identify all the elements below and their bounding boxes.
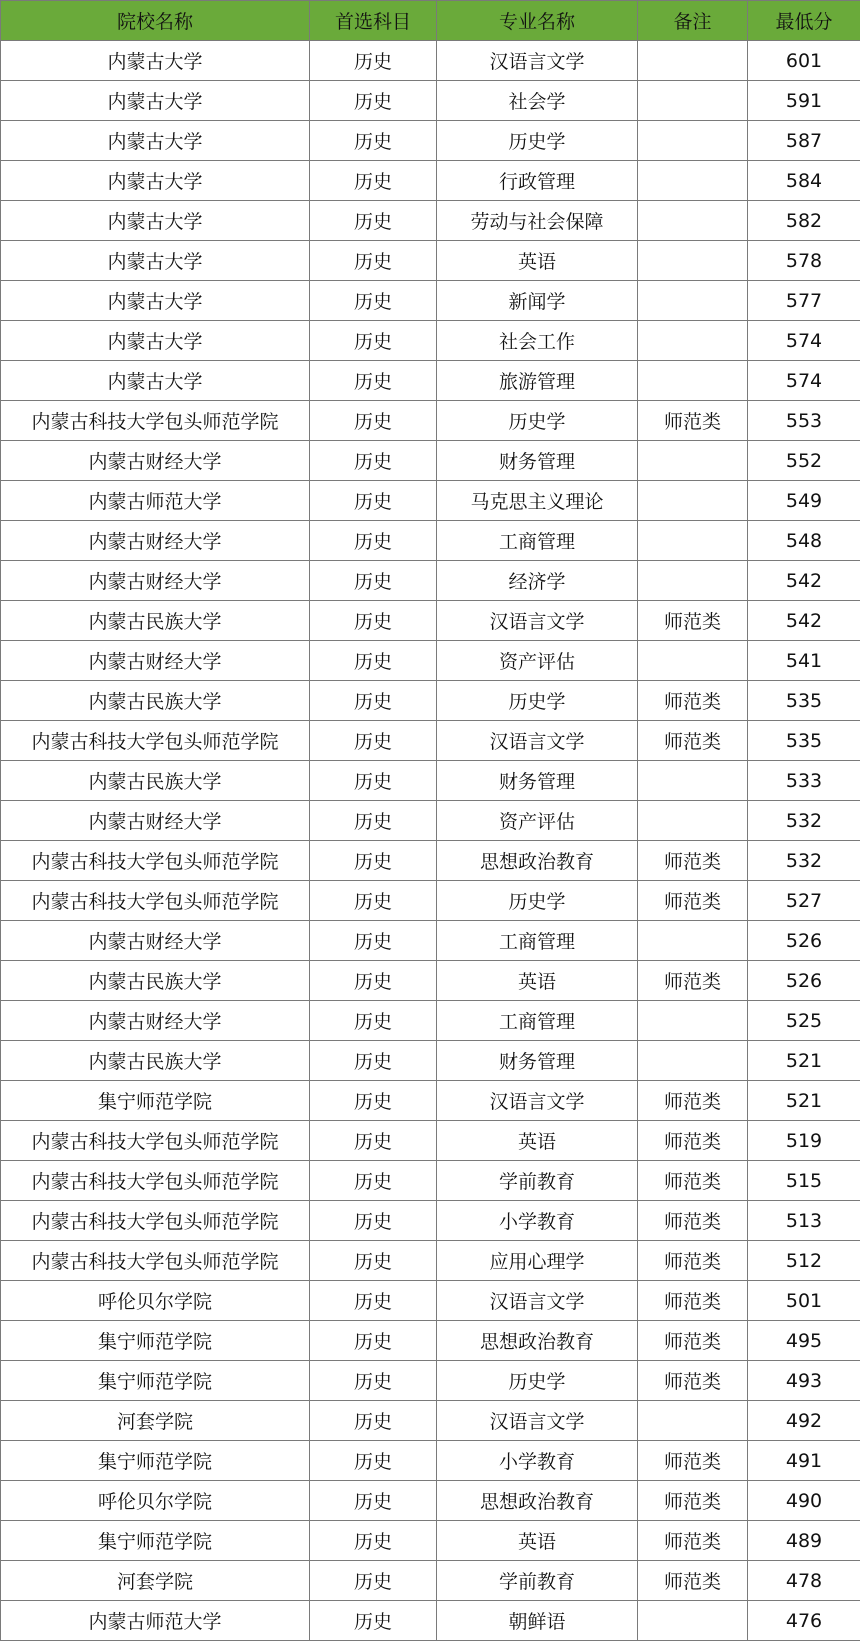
cell-major-name: 思想政治教育 (437, 1481, 638, 1521)
header-row (1, 1, 860, 41)
cell-min-score: 519 (748, 1121, 860, 1161)
cell-min-score: 542 (748, 601, 860, 641)
cell-note (638, 561, 748, 601)
table-row (1, 881, 860, 921)
cell-preferred-subject: 历史 (310, 1041, 437, 1081)
cell-school-name: 内蒙古大学 (1, 161, 310, 201)
cell-min-score: 591 (748, 81, 860, 121)
cell-note: 师范类 (638, 1561, 748, 1601)
cell-school-name: 内蒙古大学 (1, 81, 310, 121)
table-row (1, 601, 860, 641)
cell-major-name: 汉语言文学 (437, 601, 638, 641)
cell-min-score: 492 (748, 1401, 860, 1441)
cell-preferred-subject: 历史 (310, 1161, 437, 1201)
cell-note (638, 201, 748, 241)
cell-preferred-subject: 历史 (310, 1401, 437, 1441)
cell-preferred-subject: 历史 (310, 81, 437, 121)
table-row (1, 1401, 860, 1441)
cell-major-name: 朝鲜语 (437, 1601, 638, 1641)
cell-major-name: 社会学 (437, 81, 638, 121)
table-row (1, 481, 860, 521)
cell-school-name: 河套学院 (1, 1561, 310, 1601)
cell-school-name: 集宁师范学院 (1, 1321, 310, 1361)
cell-preferred-subject: 历史 (310, 1321, 437, 1361)
table-row (1, 1001, 860, 1041)
cell-note: 师范类 (638, 1481, 748, 1521)
cell-note (638, 1041, 748, 1081)
cell-preferred-subject: 历史 (310, 161, 437, 201)
cell-preferred-subject: 历史 (310, 641, 437, 681)
cell-note (638, 361, 748, 401)
header-min-score: 最低分 (748, 1, 860, 41)
cell-min-score: 532 (748, 841, 860, 881)
cell-preferred-subject: 历史 (310, 1361, 437, 1401)
cell-major-name: 汉语言文学 (437, 1281, 638, 1321)
cell-school-name: 集宁师范学院 (1, 1441, 310, 1481)
cell-major-name: 资产评估 (437, 801, 638, 841)
cell-major-name: 应用心理学 (437, 1241, 638, 1281)
cell-major-name: 汉语言文学 (437, 1401, 638, 1441)
cell-major-name: 历史学 (437, 681, 638, 721)
cell-note (638, 481, 748, 521)
table-row (1, 1241, 860, 1281)
cell-school-name: 内蒙古师范大学 (1, 481, 310, 521)
cell-major-name: 历史学 (437, 121, 638, 161)
cell-min-score: 501 (748, 1281, 860, 1321)
table-row (1, 1201, 860, 1241)
cell-preferred-subject: 历史 (310, 441, 437, 481)
cell-min-score: 584 (748, 161, 860, 201)
cell-note (638, 281, 748, 321)
table-row (1, 921, 860, 961)
cell-major-name: 工商管理 (437, 921, 638, 961)
cell-note (638, 641, 748, 681)
cell-preferred-subject: 历史 (310, 1441, 437, 1481)
cell-school-name: 内蒙古财经大学 (1, 521, 310, 561)
cell-note: 师范类 (638, 721, 748, 761)
cell-preferred-subject: 历史 (310, 321, 437, 361)
cell-note: 师范类 (638, 601, 748, 641)
cell-major-name: 学前教育 (437, 1561, 638, 1601)
table-row (1, 561, 860, 601)
cell-school-name: 内蒙古大学 (1, 121, 310, 161)
cell-min-score: 578 (748, 241, 860, 281)
table-row (1, 1281, 860, 1321)
cell-min-score: 512 (748, 1241, 860, 1281)
cell-preferred-subject: 历史 (310, 1481, 437, 1521)
table-row (1, 1561, 860, 1601)
cell-min-score: 574 (748, 361, 860, 401)
cell-note (638, 761, 748, 801)
cell-note: 师范类 (638, 681, 748, 721)
cell-min-score: 574 (748, 321, 860, 361)
table-row (1, 681, 860, 721)
table-row (1, 441, 860, 481)
cell-preferred-subject: 历史 (310, 681, 437, 721)
cell-min-score: 526 (748, 961, 860, 1001)
cell-school-name: 内蒙古民族大学 (1, 1041, 310, 1081)
cell-major-name: 英语 (437, 1521, 638, 1561)
cell-note: 师范类 (638, 1121, 748, 1161)
table-row (1, 641, 860, 681)
cell-note: 师范类 (638, 1241, 748, 1281)
cell-note: 师范类 (638, 961, 748, 1001)
cell-school-name: 内蒙古财经大学 (1, 921, 310, 961)
cell-preferred-subject: 历史 (310, 201, 437, 241)
cell-min-score: 513 (748, 1201, 860, 1241)
table-row (1, 281, 860, 321)
cell-min-score: 478 (748, 1561, 860, 1601)
cell-preferred-subject: 历史 (310, 841, 437, 881)
cell-school-name: 内蒙古科技大学包头师范学院 (1, 841, 310, 881)
cell-school-name: 内蒙古大学 (1, 41, 310, 81)
cell-preferred-subject: 历史 (310, 1561, 437, 1601)
table-row (1, 41, 860, 81)
cell-min-score: 476 (748, 1601, 860, 1641)
cell-school-name: 内蒙古大学 (1, 321, 310, 361)
cell-note (638, 241, 748, 281)
cell-major-name: 小学教育 (437, 1441, 638, 1481)
cell-major-name: 财务管理 (437, 761, 638, 801)
cell-school-name: 内蒙古民族大学 (1, 761, 310, 801)
cell-school-name: 内蒙古科技大学包头师范学院 (1, 401, 310, 441)
cell-note: 师范类 (638, 1281, 748, 1321)
cell-major-name: 新闻学 (437, 281, 638, 321)
cell-min-score: 548 (748, 521, 860, 561)
cell-preferred-subject: 历史 (310, 1201, 437, 1241)
cell-note: 师范类 (638, 1321, 748, 1361)
table-row (1, 1521, 860, 1561)
cell-major-name: 思想政治教育 (437, 841, 638, 881)
cell-note (638, 921, 748, 961)
cell-school-name: 内蒙古财经大学 (1, 641, 310, 681)
cell-major-name: 经济学 (437, 561, 638, 601)
cell-note (638, 121, 748, 161)
cell-note: 师范类 (638, 401, 748, 441)
cell-major-name: 历史学 (437, 881, 638, 921)
header-school-name: 院校名称 (1, 1, 310, 41)
cell-preferred-subject: 历史 (310, 921, 437, 961)
cell-note (638, 81, 748, 121)
cell-major-name: 资产评估 (437, 641, 638, 681)
cell-preferred-subject: 历史 (310, 561, 437, 601)
table-row (1, 961, 860, 1001)
cell-school-name: 内蒙古财经大学 (1, 561, 310, 601)
cell-min-score: 489 (748, 1521, 860, 1561)
cell-school-name: 内蒙古科技大学包头师范学院 (1, 1161, 310, 1201)
cell-min-score: 601 (748, 41, 860, 81)
cell-note: 师范类 (638, 1201, 748, 1241)
cell-school-name: 内蒙古财经大学 (1, 1001, 310, 1041)
header-preferred-subject: 首选科目 (310, 1, 437, 41)
cell-preferred-subject: 历史 (310, 1281, 437, 1321)
table-header (1, 1, 860, 41)
cell-school-name: 内蒙古大学 (1, 281, 310, 321)
cell-note (638, 1401, 748, 1441)
table-row (1, 1321, 860, 1361)
cell-major-name: 汉语言文学 (437, 1081, 638, 1121)
cell-school-name: 内蒙古财经大学 (1, 801, 310, 841)
table-row (1, 1601, 860, 1641)
cell-note (638, 801, 748, 841)
cell-school-name: 内蒙古科技大学包头师范学院 (1, 1201, 310, 1241)
cell-major-name: 劳动与社会保障 (437, 201, 638, 241)
cell-school-name: 内蒙古大学 (1, 241, 310, 281)
cell-min-score: 493 (748, 1361, 860, 1401)
cell-min-score: 577 (748, 281, 860, 321)
cell-major-name: 学前教育 (437, 1161, 638, 1201)
cell-school-name: 河套学院 (1, 1401, 310, 1441)
cell-note: 师范类 (638, 1521, 748, 1561)
cell-major-name: 英语 (437, 1121, 638, 1161)
cell-major-name: 汉语言文学 (437, 721, 638, 761)
cell-preferred-subject: 历史 (310, 1121, 437, 1161)
cell-note: 师范类 (638, 841, 748, 881)
cell-major-name: 旅游管理 (437, 361, 638, 401)
cell-major-name: 马克思主义理论 (437, 481, 638, 521)
table-row (1, 1481, 860, 1521)
table-row (1, 201, 860, 241)
cell-school-name: 内蒙古科技大学包头师范学院 (1, 1121, 310, 1161)
cell-min-score: 549 (748, 481, 860, 521)
cell-note (638, 41, 748, 81)
table-row (1, 241, 860, 281)
cell-preferred-subject: 历史 (310, 121, 437, 161)
cell-major-name: 行政管理 (437, 161, 638, 201)
cell-min-score: 526 (748, 921, 860, 961)
cell-school-name: 内蒙古科技大学包头师范学院 (1, 881, 310, 921)
cell-note: 师范类 (638, 1161, 748, 1201)
cell-note: 师范类 (638, 1361, 748, 1401)
table-row (1, 121, 860, 161)
cell-preferred-subject: 历史 (310, 481, 437, 521)
header-note: 备注 (638, 1, 748, 41)
table-row (1, 721, 860, 761)
cell-major-name: 英语 (437, 241, 638, 281)
cell-school-name: 内蒙古大学 (1, 201, 310, 241)
cell-school-name: 内蒙古师范大学 (1, 1601, 310, 1641)
table-row (1, 521, 860, 561)
cell-min-score: 541 (748, 641, 860, 681)
cell-major-name: 工商管理 (437, 1001, 638, 1041)
cell-school-name: 呼伦贝尔学院 (1, 1281, 310, 1321)
table-row (1, 1161, 860, 1201)
table-row (1, 81, 860, 121)
cell-min-score: 542 (748, 561, 860, 601)
cell-preferred-subject: 历史 (310, 801, 437, 841)
cell-school-name: 内蒙古民族大学 (1, 961, 310, 1001)
cell-major-name: 社会工作 (437, 321, 638, 361)
cell-note (638, 441, 748, 481)
cell-min-score: 521 (748, 1081, 860, 1121)
cell-note (638, 161, 748, 201)
cell-school-name: 内蒙古民族大学 (1, 601, 310, 641)
cell-major-name: 工商管理 (437, 521, 638, 561)
table-row (1, 161, 860, 201)
cell-preferred-subject: 历史 (310, 761, 437, 801)
table-row (1, 1041, 860, 1081)
table-row (1, 321, 860, 361)
cell-note (638, 1001, 748, 1041)
cell-major-name: 英语 (437, 961, 638, 1001)
cell-preferred-subject: 历史 (310, 361, 437, 401)
cell-note (638, 1601, 748, 1641)
cell-min-score: 521 (748, 1041, 860, 1081)
cell-min-score: 582 (748, 201, 860, 241)
table-row (1, 1081, 860, 1121)
cell-min-score: 491 (748, 1441, 860, 1481)
cell-school-name: 内蒙古大学 (1, 361, 310, 401)
cell-note (638, 521, 748, 561)
cell-note: 师范类 (638, 1441, 748, 1481)
cell-preferred-subject: 历史 (310, 721, 437, 761)
cell-min-score: 495 (748, 1321, 860, 1361)
table-row (1, 361, 860, 401)
table-row (1, 1121, 860, 1161)
cell-major-name: 历史学 (437, 401, 638, 441)
table-row (1, 801, 860, 841)
cell-note: 师范类 (638, 1081, 748, 1121)
cell-preferred-subject: 历史 (310, 1241, 437, 1281)
cell-school-name: 内蒙古科技大学包头师范学院 (1, 1241, 310, 1281)
cell-preferred-subject: 历史 (310, 1081, 437, 1121)
cell-school-name: 内蒙古科技大学包头师范学院 (1, 721, 310, 761)
cell-school-name: 集宁师范学院 (1, 1361, 310, 1401)
cell-major-name: 财务管理 (437, 441, 638, 481)
cell-min-score: 587 (748, 121, 860, 161)
cell-major-name: 财务管理 (437, 1041, 638, 1081)
cell-preferred-subject: 历史 (310, 41, 437, 81)
cell-min-score: 532 (748, 801, 860, 841)
cell-school-name: 内蒙古民族大学 (1, 681, 310, 721)
cell-min-score: 490 (748, 1481, 860, 1521)
cell-preferred-subject: 历史 (310, 1601, 437, 1641)
cell-preferred-subject: 历史 (310, 401, 437, 441)
cell-min-score: 525 (748, 1001, 860, 1041)
cell-major-name: 思想政治教育 (437, 1321, 638, 1361)
table-row (1, 841, 860, 881)
cell-preferred-subject: 历史 (310, 1521, 437, 1561)
cell-major-name: 历史学 (437, 1361, 638, 1401)
table-body (1, 41, 860, 1641)
cell-preferred-subject: 历史 (310, 521, 437, 561)
cell-min-score: 527 (748, 881, 860, 921)
cell-preferred-subject: 历史 (310, 241, 437, 281)
table-row (1, 1361, 860, 1401)
cell-school-name: 内蒙古财经大学 (1, 441, 310, 481)
table-row (1, 401, 860, 441)
cell-school-name: 集宁师范学院 (1, 1081, 310, 1121)
cell-min-score: 535 (748, 721, 860, 761)
cell-preferred-subject: 历史 (310, 281, 437, 321)
cell-min-score: 515 (748, 1161, 860, 1201)
cell-min-score: 553 (748, 401, 860, 441)
header-major-name: 专业名称 (437, 1, 638, 41)
cell-preferred-subject: 历史 (310, 1001, 437, 1041)
cell-min-score: 552 (748, 441, 860, 481)
cell-preferred-subject: 历史 (310, 881, 437, 921)
table-row (1, 761, 860, 801)
cell-min-score: 533 (748, 761, 860, 801)
cell-school-name: 集宁师范学院 (1, 1521, 310, 1561)
cell-note (638, 321, 748, 361)
cell-preferred-subject: 历史 (310, 961, 437, 1001)
table-row (1, 1441, 860, 1481)
cell-preferred-subject: 历史 (310, 601, 437, 641)
cell-min-score: 535 (748, 681, 860, 721)
cell-major-name: 汉语言文学 (437, 41, 638, 81)
cell-major-name: 小学教育 (437, 1201, 638, 1241)
cell-note: 师范类 (638, 881, 748, 921)
cell-school-name: 呼伦贝尔学院 (1, 1481, 310, 1521)
